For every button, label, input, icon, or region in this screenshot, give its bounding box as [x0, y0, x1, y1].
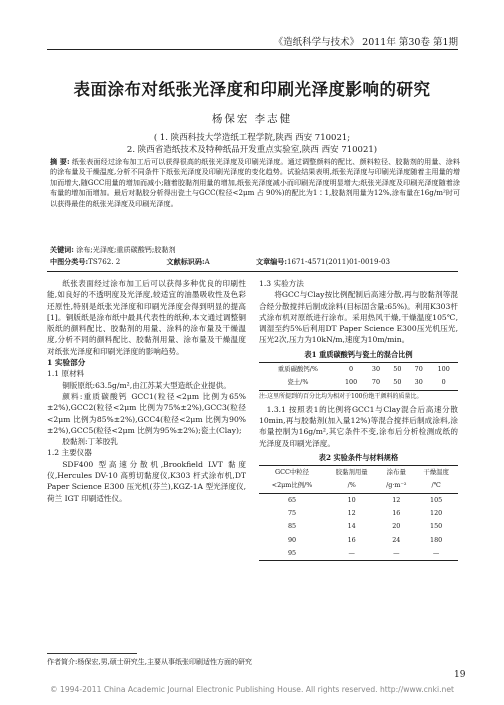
abstract — [50, 157, 460, 209]
table-header-row: <2μm比例/% /% /g·m⁻² /℃ — [259, 479, 458, 493]
copyright-watermark: © 1994-2011 China Academic Journal Electronic Publishing House. All rights reserved. http://www.cnki.net — [50, 685, 454, 694]
table-row: 85 14 20 150 — [287, 522, 443, 531]
binder-paragraph: 胶黏剂:丁苯胶乳 — [62, 437, 118, 447]
table-2 — [259, 465, 458, 561]
section-1-3-heading: 1.3 实验方法 — [259, 279, 304, 288]
table-1-note: 注:这里所提到的百分比均为相对于100份绝干颜料的质量比。 — [259, 392, 423, 400]
section-1-heading: 1 实验部分 — [47, 358, 86, 368]
clc: 中图分类号:TS762. 2 — [50, 257, 121, 266]
pigment-paragraph: 颜料:重质碳酸钙 GCC1(粒径<2μm 比例为65%±2%),GCC2(粒径<2μm 比例为75%±2%),GCC3(粒径<2μm 比例为85%±2%),GCC4(粒径<2μm 比例为90%±2%),GCC5(粒径<2μm 比例为95%±2%);瓷土(Clay); — [47, 391, 246, 435]
keywords-label: 关键词: — [50, 245, 74, 254]
affiliation-1: ( 1. 陕西科技大学造纸工程学院,陕西 西安 710021; — [153, 133, 351, 143]
classification-line — [50, 257, 460, 267]
footnote-rule — [47, 653, 137, 654]
base-paper-paragraph: 铜版原纸:63.5g/m²,由江苏某大型造纸企业提供。 — [62, 380, 231, 390]
table-row: 重质碳酸钙/% 0 30 50 70 100 — [259, 363, 458, 377]
intro-paragraph: 纸张表面经过涂布加工后可以获得多种优良的印刷性能,如良好的不透明度及光泽度,较适宜的油墨吸收性及色彩还原性,特别是纸张光泽度和印刷光泽度会得到明显的提高[1]。铜版纸是涂布纸中最具代表性的纸种,本文通过调整铜版纸的颜料配比、胶黏剂的用量、涂料的涂布量及干燥温度,分析不同的颜料配比、胶黏剂用量、涂布量及干燥温度对纸张光泽度和印刷光泽度的影响趋势。 — [47, 279, 246, 356]
right-column — [259, 278, 458, 561]
table-header-row: GCC中粒径 胶黏剂用量 涂布量 干燥温度 — [259, 466, 458, 480]
article-title: 表面涂布对纸张光泽度和印刷光泽度影响的研究 — [73, 80, 431, 99]
abstract-label: 摘 要: — [50, 157, 70, 166]
section-1-3-1-paragraph: 1.3.1 按照表1的比例将GCC1与Clay混合后高速分散10min,再与胶黏剂(加入量12%)等混合搅拌后制成涂料,涂布量控制为16g/m²,其它条件不变,涂布后分析检测成纸的光泽度及印刷光泽度。 — [259, 404, 458, 448]
table-row: 75 12 16 120 — [287, 509, 443, 518]
running-header: 《造纸科学与技术》 2011年 第30卷 第1期 — [273, 37, 458, 48]
abstract-text: 纸张表面经过涂布加工后可以获得很高的纸张光泽度及印刷光泽度。通过调整颜料的配比、颜料粒径、胶黏剂的用量、涂料的涂布量及干燥温度,分析不同条件下纸张光泽度及印刷光泽度的变化趋势。试验结果表明,纸张光泽度与印刷光泽度随着主用量的增加而增大,随GCC用量的增加而减小;随着胶黏剂用量的增加,纸张光泽度减小而印刷光泽度明显增大;纸张光泽度及印刷光泽度随着涂布量的增加而增加。最后对黏胶分析得出瓷土与GCC(粒径<2μm 占 90%)的配比为1∶1,胶黏剂用量为12%,涂布量在16g/m²时可以获得最佳的纸张光泽度及印刷光泽度。 — [50, 157, 460, 208]
table-2-caption: 表2 实验条件与材料规格 — [318, 452, 399, 462]
doc-code: 文献标识码:A — [166, 257, 210, 266]
article-authors: 杨保宏 李志健 — [211, 113, 293, 125]
affiliation-2: 2. 陕西省造纸技术及特种纸品开发重点实验室,陕西 西安 710021) — [126, 145, 378, 155]
method-paragraph: 将GCC与Clay按比例配制后高速分散,再与胶黏剂等混合经分散搅拌后制成涂料(目标固含量:65%)。利用K303杆式涂布机对原纸进行涂布。采用热风干燥,干燥温度105℃,调湿至约5%后利用DT Paper Science E300压光机压光,压光2次,压力为10kN/m,速度为10m/min。 — [259, 290, 458, 345]
section-1-2-heading: 1.2 主要仪器 — [47, 448, 92, 458]
page-number: 19 — [454, 670, 466, 680]
section-1-1-heading: 1.1 原材料 — [47, 369, 85, 379]
table-row: 95 — — — — [259, 547, 458, 561]
table-1-caption: 表1 重质碳酸钙与瓷土的混合比例 — [304, 349, 413, 359]
header-rule — [47, 49, 458, 50]
table-row: 65 10 12 105 — [287, 495, 443, 504]
article-id: 文章编号:1671-4571(2011)01-0019-03 — [256, 257, 390, 266]
left-column — [47, 278, 246, 504]
table-1 — [259, 362, 458, 391]
keywords — [50, 245, 176, 255]
keywords-text: 涂布;光泽度;重质碳酸钙;胶黏剂 — [76, 245, 176, 254]
instrument-paragraph: SDF400 型高速分散机,Brookfield LVT 黏度仪,Hercules DV-10 高剪切黏度仪,K303 杆式涂布机,DT Paper Science E300 压光机(芬兰),KGZ-1A 型光泽度仪,荷兰 IGT 印刷适性仪。 — [47, 459, 246, 503]
table-row: 90 16 24 180 — [287, 535, 443, 544]
abstract-rule — [47, 271, 458, 272]
author-footnote: 作者简介:杨保宏,男,硕士研究生,主要从事纸张印刷适性方面的研究 — [47, 658, 253, 666]
table-row: 瓷土/% 100 70 50 30 0 — [259, 376, 458, 390]
